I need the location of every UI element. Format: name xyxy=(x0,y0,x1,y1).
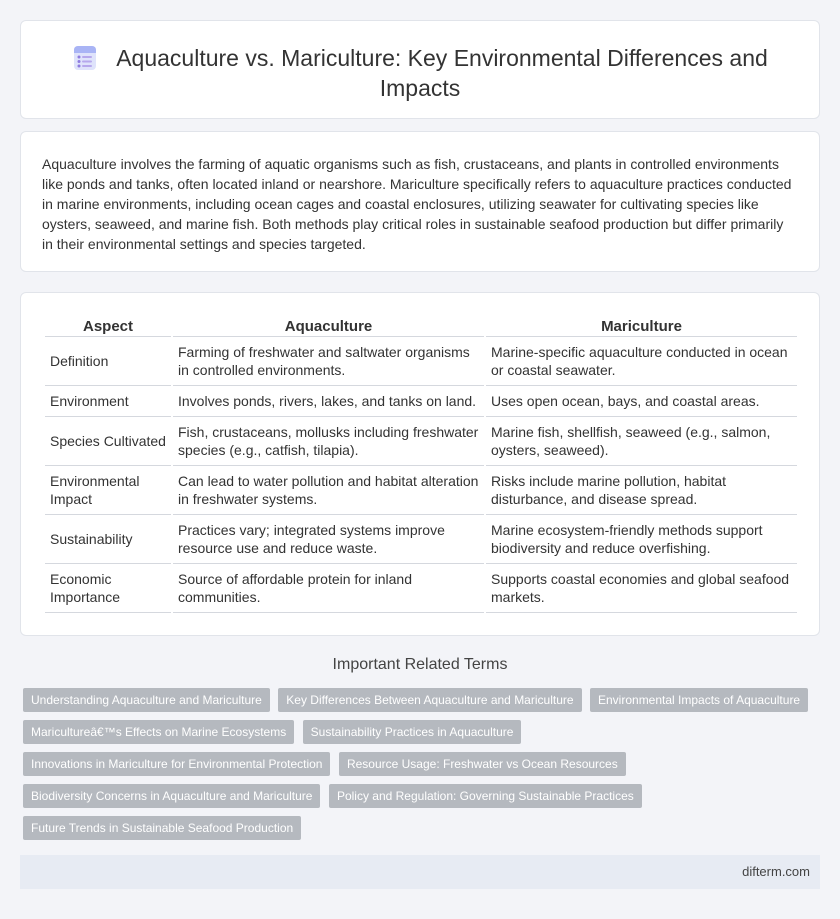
related-terms-heading: Important Related Terms xyxy=(332,656,508,673)
table-row xyxy=(45,564,797,613)
aquaculture-cell: Involves ponds, rivers, lakes, and tanks on land. xyxy=(173,386,484,417)
aspect-cell: Environmental Impact xyxy=(45,466,171,515)
related-term-link[interactable]: Maricultureâ€™s Effects on Marine Ecosystems xyxy=(23,720,294,744)
column-header-aspect: Aspect xyxy=(45,315,171,337)
table-row xyxy=(45,417,797,466)
aquaculture-cell: Practices vary; integrated systems improve resource use and reduce waste. xyxy=(173,515,484,564)
page-title-wrap xyxy=(21,43,819,103)
related-terms-row xyxy=(23,688,823,720)
column-header-aquaculture: Aquaculture xyxy=(173,315,484,337)
related-terms-row xyxy=(23,720,823,752)
related-term-link[interactable]: Biodiversity Concerns in Aquaculture and Mariculture xyxy=(23,784,320,808)
related-term-link[interactable]: Future Trends in Sustainable Seafood Production xyxy=(23,816,301,840)
intro-paragraph: Aquaculture involves the farming of aquatic organisms such as fish, crustaceans, and plants in controlled environments like ponds and tanks, often located inland or nearshore. Mariculture specifically refers to aquaculture practices conducted in marine environments, including ocean cages and coastal enclosures, utilizing seawater for cultivating species like oysters, seaweed, and marine fish. Both methods play critical roles in sustainable seafood production but differ primarily in their environmental settings and species targeted. xyxy=(42,156,792,252)
aquaculture-cell: Source of affordable protein for inland communities. xyxy=(173,564,484,613)
intro-card xyxy=(20,131,820,272)
mariculture-cell: Supports coastal economies and global seafood markets. xyxy=(486,564,797,613)
footer-site-name: difterm.com xyxy=(742,864,810,879)
aspect-cell: Environment xyxy=(45,386,171,417)
page-title: Aquaculture vs. Mariculture: Key Environmental Differences and Impacts xyxy=(116,45,768,101)
comparison-table xyxy=(43,315,799,613)
table-header-row xyxy=(45,315,797,337)
aspect-cell: Economic Importance xyxy=(45,564,171,613)
aspect-cell: Definition xyxy=(45,337,171,386)
mariculture-cell: Marine ecosystem-friendly methods support biodiversity and reduce overfishing. xyxy=(486,515,797,564)
aspect-cell: Sustainability xyxy=(45,515,171,564)
aquaculture-cell: Fish, crustaceans, mollusks including freshwater species (e.g., catfish, tilapia). xyxy=(173,417,484,466)
related-terms-row xyxy=(23,784,823,816)
mariculture-cell: Risks include marine pollution, habitat disturbance, and disease spread. xyxy=(486,466,797,515)
document-list-icon xyxy=(72,45,98,71)
comparison-table-card xyxy=(20,292,820,636)
mariculture-cell: Marine fish, shellfish, seaweed (e.g., salmon, oysters, seaweed). xyxy=(486,417,797,466)
related-term-link[interactable]: Policy and Regulation: Governing Sustainable Practices xyxy=(329,784,642,808)
related-terms-row xyxy=(23,752,823,784)
table-row xyxy=(45,466,797,515)
aspect-cell: Species Cultivated xyxy=(45,417,171,466)
table-row xyxy=(45,337,797,386)
related-term-link[interactable]: Key Differences Between Aquaculture and Mariculture xyxy=(278,688,581,712)
related-term-link[interactable]: Environmental Impacts of Aquaculture xyxy=(590,688,808,712)
table-row xyxy=(45,515,797,564)
related-term-link[interactable]: Resource Usage: Freshwater vs Ocean Resources xyxy=(339,752,626,776)
aquaculture-cell: Farming of freshwater and saltwater organisms in controlled environments. xyxy=(173,337,484,386)
related-term-link[interactable]: Sustainability Practices in Aquaculture xyxy=(303,720,522,744)
related-term-link[interactable]: Innovations in Mariculture for Environmental Protection xyxy=(23,752,330,776)
mariculture-cell: Marine-specific aquaculture conducted in ocean or coastal seawater. xyxy=(486,337,797,386)
table-row xyxy=(45,386,797,417)
mariculture-cell: Uses open ocean, bays, and coastal areas. xyxy=(486,386,797,417)
aquaculture-cell: Can lead to water pollution and habitat alteration in freshwater systems. xyxy=(173,466,484,515)
footer xyxy=(20,855,820,889)
related-terms-row xyxy=(23,816,823,848)
header-card xyxy=(20,20,820,119)
related-term-link[interactable]: Understanding Aquaculture and Mariculture xyxy=(23,688,270,712)
related-terms-list xyxy=(23,688,823,848)
column-header-mariculture: Mariculture xyxy=(486,315,797,337)
